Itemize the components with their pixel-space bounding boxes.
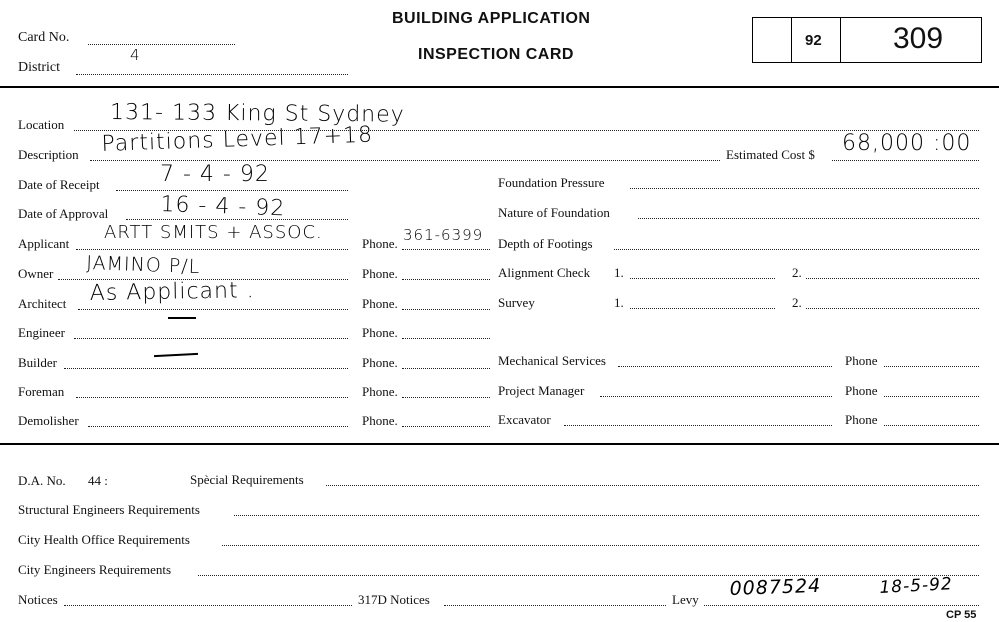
depth-footings-label: Depth of Footings [498, 236, 593, 251]
applicant-phone-label: Phone. [362, 236, 398, 251]
district-label: District [18, 60, 60, 75]
excavator-field [564, 425, 832, 426]
card-number: 309 [893, 22, 944, 55]
survey-field1 [630, 308, 775, 309]
levy-date: 18-5-92 [878, 574, 954, 598]
depth-footings-field [614, 249, 979, 250]
date-receipt-label: Date of Receipt [18, 177, 100, 192]
alignment-check-num1: 1. [614, 265, 624, 280]
project-manager-label: Project Manager [498, 383, 585, 398]
survey-num2: 2. [792, 295, 802, 310]
card-number-box [752, 17, 982, 63]
foreman-phone-label: Phone. [362, 384, 398, 399]
excavator-label: Excavator [498, 412, 551, 427]
foundation-pressure-field [630, 188, 979, 189]
description-field [90, 160, 720, 161]
description-label: Description [18, 147, 79, 162]
card-no-field [88, 44, 235, 45]
owner-value: JAMINO P/L [86, 252, 201, 278]
district-value: 4 [130, 46, 141, 64]
architect-phone-label: Phone. [362, 296, 398, 311]
special-requirements-field [326, 485, 979, 486]
nature-foundation-label: Nature of Foundation [498, 205, 610, 220]
builder-phone-label: Phone. [362, 355, 398, 370]
engineer-phone-field [402, 338, 490, 339]
notices-317d-label: 317D Notices [358, 592, 430, 607]
form-code: CP 55 [946, 609, 977, 621]
applicant-value: ARTT SMITS + ASSOC. [104, 222, 323, 243]
mechanical-phone-field [884, 366, 979, 367]
da-no-label: D.A. No. [18, 473, 66, 488]
applicant-field [76, 249, 348, 250]
health-requirements-label: City Health Office Requirements [18, 532, 190, 547]
foundation-pressure-label: Foundation Pressure [498, 175, 605, 190]
alignment-check-num2: 2. [792, 265, 802, 280]
card-year: 92 [805, 32, 822, 49]
project-manager-field [600, 396, 832, 397]
date-receipt-value: 7 - 4 - 92 [160, 162, 270, 187]
date-approval-value: 16 - 4 - 92 [160, 192, 286, 222]
applicant-phone-field [402, 249, 490, 250]
foreman-phone-field [402, 397, 490, 398]
excavator-phone-label: Phone [845, 412, 878, 427]
location-label: Location [18, 117, 65, 132]
foreman-label: Foreman [18, 384, 65, 399]
excavator-phone-field [884, 425, 979, 426]
health-requirements-field [222, 545, 979, 546]
owner-phone-field [402, 279, 490, 280]
demolisher-phone-label: Phone. [362, 413, 398, 428]
builder-dash-mark [154, 353, 198, 357]
demolisher-phone-field [402, 426, 490, 427]
project-manager-phone-label: Phone [845, 383, 878, 398]
architect-label: Architect [18, 296, 67, 311]
demolisher-field [88, 426, 348, 427]
alignment-check-label: Alignment Check [498, 265, 591, 280]
engineer-phone-label: Phone. [362, 325, 398, 340]
builder-phone-field [402, 368, 490, 369]
nature-foundation-field [638, 218, 979, 219]
survey-label: Survey [498, 295, 535, 310]
structural-requirements-label: Structural Engineers Requirements [18, 502, 200, 517]
date-receipt-field [116, 190, 348, 191]
form-title-line2: INSPECTION CARD [418, 46, 574, 63]
header-divider [0, 86, 999, 88]
district-field [76, 74, 348, 75]
foreman-field [76, 397, 348, 398]
applicant-phone-value: 361-6399 [403, 226, 484, 244]
applicant-label: Applicant [18, 236, 70, 251]
mechanical-phone-label: Phone [845, 353, 878, 368]
architect-phone-field [402, 309, 490, 310]
survey-num1: 1. [614, 295, 624, 310]
estimated-cost-label: Estimated Cost $ [726, 147, 815, 162]
estimated-cost-field [832, 160, 979, 161]
card-no-label: Card No. [18, 30, 70, 45]
levy-value: 0087524 [729, 574, 822, 600]
survey-field2 [806, 308, 979, 309]
details-divider [0, 443, 999, 445]
city-engineers-requirements-label: City Engineers Requirements [18, 562, 172, 577]
notices-field [64, 605, 352, 606]
levy-field [704, 605, 979, 606]
alignment-check-field2 [806, 278, 979, 279]
builder-label: Builder [18, 355, 57, 370]
project-manager-phone-field [884, 396, 979, 397]
city-engineers-requirements-field [198, 575, 979, 576]
alignment-check-field1 [630, 278, 775, 279]
estimated-cost-value: 68,000 :00 [842, 131, 972, 156]
form-title-line1: BUILDING APPLICATION [392, 10, 591, 27]
structural-requirements-field [234, 515, 979, 516]
notices-label: Notices [18, 592, 58, 607]
mechanical-field [618, 366, 832, 367]
engineer-field [74, 338, 348, 339]
da-no-value: 44 : [88, 473, 108, 488]
builder-field [64, 368, 348, 369]
architect-underline-mark [168, 317, 196, 319]
owner-phone-label: Phone. [362, 266, 398, 281]
description-value: Partitions Level 17+18 [101, 122, 374, 157]
demolisher-label: Demolisher [18, 413, 79, 428]
special-requirements-label: Spècial Requirements [190, 472, 304, 487]
architect-field [78, 309, 348, 310]
mechanical-label: Mechanical Services [498, 353, 606, 368]
engineer-label: Engineer [18, 325, 65, 340]
levy-label: Levy [672, 592, 699, 607]
notices-317d-field [444, 605, 666, 606]
date-approval-label: Date of Approval [18, 206, 109, 221]
location-value: 131- 133 King St Sydney [110, 100, 405, 128]
owner-label: Owner [18, 266, 54, 281]
architect-value: As Applicant . [89, 278, 255, 306]
